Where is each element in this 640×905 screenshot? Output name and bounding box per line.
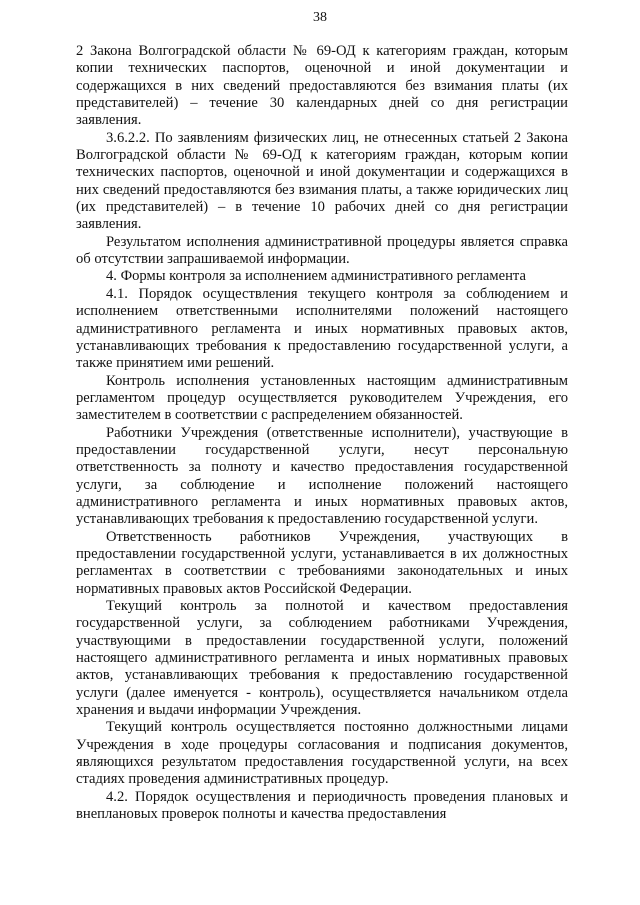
paragraph-3-6-2-2: 3.6.2.2. По заявлениям физических лиц, не отнесенных статьей 2 Закона Волгоградской области № 69-ОД к категориям граждан, которым копии технических паспортов, оценочной и иной документации и содержащихся в них сведений предоставляются без взимания платы, а также юридических лиц (их представителей) – в течение 10 рабочих дней со дня регистрации заявления. xyxy=(76,129,568,233)
paragraph-employees-responsibility: Работники Учреждения (ответственные исполнители), участвующие в предоставлении государственной услуги, несут персональную ответственность за полноту и качество предоставления государственной услуги, за соблюдение и исполнение положений настоящего административного регламента и иных нормативных правовых актов, устанавливающих требования к предоставлению государственной услуги. xyxy=(76,424,568,528)
page-number: 38 xyxy=(313,10,327,25)
paragraph-4-2: 4.2. Порядок осуществления и периодичность проведения плановых и внеплановых проверок полноты и качества предоставления xyxy=(76,788,568,823)
paragraph-current-control-constant: Текущий контроль осуществляется постоянно должностными лицами Учреждения в ходе процедуры согласования и подписания документов, являющихся результатом предоставления государственной услуги, на всех стадиях проведения административных процедур. xyxy=(76,719,568,788)
paragraph-current-control: Текущий контроль за полнотой и качеством предоставления государственной услуги, за соблюдением работниками Учреждения, участвующими в предоставлении государственной услуги, положений настоящего административного регламента и иных нормативных правовых актов, устанавливающих требования к предоставлению государственной услуги (далее именуется - контроль), осуществляется начальником отдела хранения и выдачи информации Учреждения. xyxy=(76,598,568,719)
paragraph-control-execution: Контроль исполнения установленных настоящим административным регламентом процедур осуществляется руководителем Учреждения, его заместителем в соответствии с распределением обязанностей. xyxy=(76,372,568,424)
document-body xyxy=(76,43,568,823)
paragraph-responsibility-regulations: Ответственность работников Учреждения, участвующих в предоставлении государственной услуги, устанавливается в их должностных регламентах в соответствии с требованиями законодательных и иных нормативных правовых актов Российской Федерации. xyxy=(76,528,568,597)
section-heading-4: 4. Формы контроля за исполнением административного регламента xyxy=(106,268,526,285)
paragraph-4-1: 4.1. Порядок осуществления текущего контроля за соблюдением и исполнением ответственными исполнителями положений настоящего административного регламента и иных нормативных правовых актов, устанавливающих требования к предоставлению государственной услуги, а также принятием ими решений. xyxy=(76,285,568,372)
paragraph-continuation: 2 Закона Волгоградской области № 69-ОД к категориям граждан, которым копии технических паспортов, оценочной и иной документации и содержащихся в них сведений предоставляются без взимания платы (их представителей) – течение 30 календарных дней со дня регистрации заявления. xyxy=(76,43,568,129)
paragraph-result: Результатом исполнения административной процедуры является справка об отсутствии запрашиваемой информации. xyxy=(76,233,568,268)
